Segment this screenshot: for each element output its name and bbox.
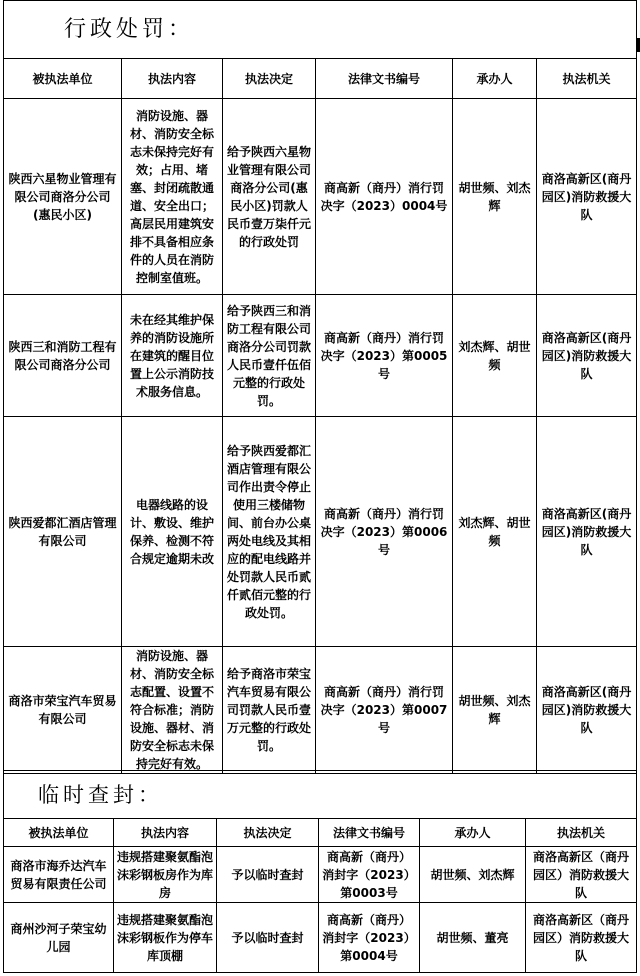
cell-decision: 给予商洛市荣宝汽车贸易有限公司罚款人民币壹万元整的行政处罚。: [223, 647, 316, 774]
cell-decision: 予以临时查封: [217, 903, 319, 973]
cell-agency: 商洛高新区（商丹园区）消防救援大队: [526, 847, 637, 903]
cell-agency: 商洛高新区（商丹园区）消防救援大队: [526, 903, 637, 973]
table-row: [4, 847, 637, 903]
cell-doc-no: 商高新（商丹）消行罚决字（2023）0004号: [316, 99, 453, 295]
cell-officer: 胡世频、董亮: [420, 903, 526, 973]
cell-officer: 胡世频、刘杰辉: [453, 99, 537, 295]
header-content: 执法内容: [122, 59, 223, 99]
cell-agency: 商洛高新区(商丹园区)消防救援大队: [537, 295, 637, 417]
table-row: [4, 647, 637, 774]
cell-decision: 给予陕西三和消防工程有限公司商洛分公司罚款人民币壹仟伍佰元整的行政处罚。: [223, 295, 316, 417]
cell-officer: 胡世频、刘杰辉: [420, 847, 526, 903]
header-unit: 被执法单位: [4, 59, 122, 99]
cell-decision: 予以临时查封: [217, 847, 319, 903]
header-content: 执法内容: [114, 819, 217, 847]
cell-unit: 陕西三和消防工程有限公司商洛分公司: [4, 295, 122, 417]
cell-unit: 商州沙河子荣宝幼儿园: [4, 903, 114, 973]
cell-officer: 刘杰辉、胡世频: [453, 295, 537, 417]
cell-officer: 刘杰辉、胡世频: [453, 417, 537, 647]
section-title-temporary-seal: 临时查封：: [4, 771, 637, 819]
cell-doc-no: 商高新（商丹）消行罚决字（2023）第0007号: [316, 647, 453, 774]
cell-doc-no: 商高新（商丹）消封字（2023）第0003号: [319, 847, 420, 903]
cell-doc-no: 商高新（商丹）消行罚决字（2023）第0006号: [316, 417, 453, 647]
temporary-seal-table: [3, 770, 637, 973]
header-agency: 执法机关: [526, 819, 637, 847]
header-unit: 被执法单位: [4, 819, 114, 847]
header-officer: 承办人: [453, 59, 537, 99]
table-row: [4, 903, 637, 973]
cell-content: 消防设施、器材、消防安全标志配置、设置不符合标准；消防设施、器材、消防安全标志未保持完好有效。: [122, 647, 223, 774]
header-decision: 执法决定: [223, 59, 316, 99]
cell-officer: 胡世频、刘杰辉: [453, 647, 537, 774]
cell-content: 违规搭建聚氨酯泡沫彩钢板房作为库房: [114, 847, 217, 903]
cell-agency: 商洛高新区(商丹园区)消防救援大队: [537, 417, 637, 647]
cell-content: 电器线路的设计、敷设、维护保养、检测不符合规定逾期未改: [122, 417, 223, 647]
cell-content: 消防设施、器材、消防安全标志未保持完好有效；占用、堵塞、封闭疏散通道、安全出口；高层民用建筑安排不具备相应条件的人员在消防控制室值班。: [122, 99, 223, 295]
cell-content: 未在经其维护保养的消防设施所在建筑的醒目位置上公示消防技术服务信息。: [122, 295, 223, 417]
header-decision: 执法决定: [217, 819, 319, 847]
cell-agency: 商洛高新区(商丹园区)消防救援大队: [537, 647, 637, 774]
cell-doc-no: 商高新（商丹）消行罚决字（2023）第0005号: [316, 295, 453, 417]
header-doc-no: 法律文书编号: [319, 819, 420, 847]
table-row: [4, 295, 637, 417]
header-officer: 承办人: [420, 819, 526, 847]
table-header-row: [4, 819, 637, 847]
cell-unit: 商洛市海乔达汽车贸易有限责任公司: [4, 847, 114, 903]
section-title-admin-penalty: 行政处罚：: [4, 1, 637, 59]
cell-doc-no: 商高新（商丹）消封字（2023）第0004号: [319, 903, 420, 973]
table-row: [4, 417, 637, 647]
cell-unit: 陕西六星物业管理有限公司商洛分公司(惠民小区): [4, 99, 122, 295]
cell-decision: 给予陕西六星物业管理有限公司商洛分公司(惠民小区)罚款人民币壹万柒仟元的行政处罚: [223, 99, 316, 295]
table-row: [4, 99, 637, 295]
header-doc-no: 法律文书编号: [316, 59, 453, 99]
cell-unit: 陕西爱都汇酒店管理有限公司: [4, 417, 122, 647]
header-agency: 执法机关: [537, 59, 637, 99]
table-header-row: [4, 59, 637, 99]
cell-decision: 给予陕西爱都汇酒店管理有限公司作出责令停止使用三楼储物间、前台办公桌两处电线及其相应的配电线路并处罚款人民币贰仟贰佰元整的行政处罚。: [223, 417, 316, 647]
cell-agency: 商洛高新区(商丹园区)消防救援大队: [537, 99, 637, 295]
cell-unit: 商洛市荣宝汽车贸易有限公司: [4, 647, 122, 774]
admin-penalty-table: [3, 0, 637, 774]
cell-content: 违规搭建聚氨酯泡沫彩钢板作为停车库顶棚: [114, 903, 217, 973]
